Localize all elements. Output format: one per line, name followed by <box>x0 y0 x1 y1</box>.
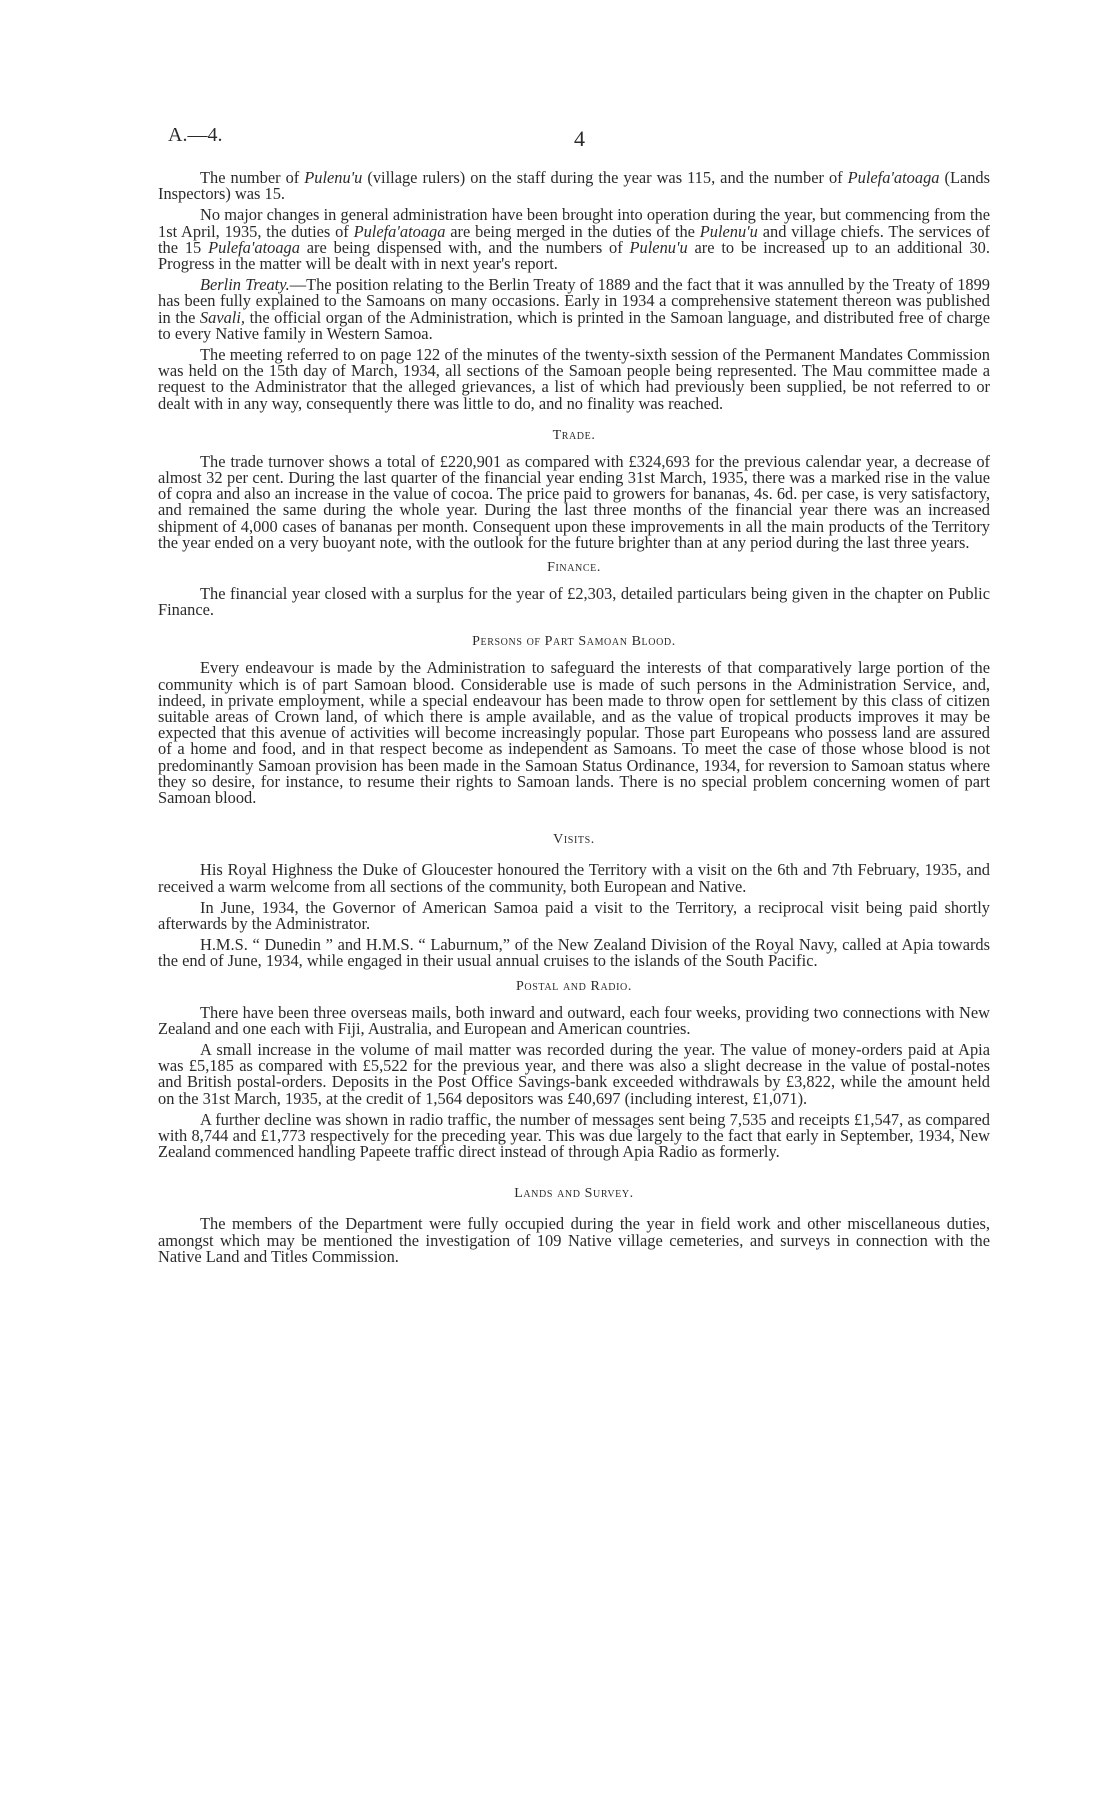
governor-visit-paragraph: In June, 1934, the Governor of American Samoa paid a visit to the Territory, a reciprocal visit being paid shortly afterwards by the Administrator. <box>158 897 990 933</box>
finance-paragraph: The financial year closed with a surplus for the year of £2,303, detailed particulars being given in the chapter on Public Finance. <box>158 584 990 620</box>
navy-visit-paragraph: H.M.S. “ Dunedin ” and H.M.S. “ Laburnum,” of the New Zealand Division of the Royal Navy, called at Apia towards the end of June, 1934, while engaged in their usual annual cruises to the islands of the South Pacific. <box>158 935 990 971</box>
duke-visit-paragraph: His Royal Highness the Duke of Gloucester honoured the Territory with a visit on the 6th and 7th February, 1935, and received a warm welcome from all sections of the community, both European and Native. <box>158 860 990 896</box>
postal-radio-heading: Postal and Radio. <box>516 978 632 994</box>
mail-matter-paragraph: A small increase in the volume of mail matter was recorded during the year. The value of money-orders paid at Apia was £5,185 as compared with £5,522 for the previous year, and there was also a slight decrease in the value of postal-notes and British postal-orders. Deposits in the Post Office Savings-bank exceeded withdrawals by £3,822, while the amount held on the 31st March, 1935, at the credit of 1,564 depositors was £40,697 (including interest, £1,071). <box>158 1039 990 1108</box>
mandates-commission-paragraph: The meeting referred to on page 122 of the minutes of the twenty-sixth session of the Permanent Mandates Commission was held on the 15th day of March, 1934, all sections of the Samoan people being represented. The Mau committee made a request to the Administrator that the alleged grievances, a list of which had previously been supplied, be not referred to or dealt with in any way, consequently there was little to do, and no finality was reached. <box>158 345 990 413</box>
part-samoan-paragraph: Every endeavour is made by the Administration to safeguard the interests of that comparatively large portion of the community which is of part Samoan blood. Considerable use is made of such persons in the Administration Service, and, indeed, in private employment, while a special endeavour has been made to throw open for settlement by this class of citizen suitable areas of Crown land, of which there is ample available, and as the value of tropical products improves it may be expected that this avenue of activities will become increasingly popular. Those part Europeans who possess land are assured of a home and food, and in that respect become as independent as Samoans. To meet the case of those whose blood is not predominantly Samoan provision has been made in the Samoan Status Ordinance, 1934, for reversion to Samoan status where they so desire, for instance, to resume their rights to Samoan lands. There is no special problem concerning women of part Samoan blood. <box>158 658 990 808</box>
visits-heading: Visits. <box>553 832 595 848</box>
lands-survey-paragraph: The members of the Department were fully occupied during the year in field work and other miscellaneous duties, amongst which may be mentioned the investigation of 109 Native village cemeteries, and surveys in connection with the Native Land and Titles Commission. <box>158 1214 990 1266</box>
radio-traffic-paragraph: A further decline was shown in radio traffic, the number of messages sent being 7,535 and receipts £1,547, as compared with 8,744 and £1,773 respectively for the preceding year. This was due largely to the fact that early in September, 1934, New Zealand commenced handling Papeete traffic direct instead of through Apia Radio as formerly. <box>158 1109 990 1162</box>
trade-paragraph: The trade turnover shows a total of £220,901 as compared with £324,693 for the previous calendar year, a decrease of almost 32 per cent. During the last quarter of the financial year ending 31st March, 1935, there was a marked rise in the value of copra and also an increase in the value of cocoa. The price paid to growers for bananas, 4s. 6d. per case, is very satisfactory, and remained the same during the whole year. During the last three months of the financial year there was an increased shipment of 4,000 cases of bananas per month. Consequent upon these improvements in all the main products of the Territory the year ended on a very buoyant note, with the outlook for the future brighter than at any period during the last three years. <box>158 451 990 552</box>
page-number: 4 <box>574 126 585 151</box>
part-samoan-heading: Persons of Part Samoan Blood. <box>472 634 676 650</box>
lands-survey-heading: Lands and Survey. <box>514 1186 634 1202</box>
berlin-treaty-paragraph: Berlin Treaty.—The position relating to the Berlin Treaty of 1889 and the fact that it was annulled by the Treaty of 1899 has been fully explained to the Samoans on many occasions. Early in 1934 a comprehensive statement thereon was published in the Savali, the official organ of the Administration, which is printed in the Samoan language, and distributed free of charge to every Native family in Western Samoa. <box>158 275 990 343</box>
finance-heading: Finance. <box>547 560 601 576</box>
document-reference: A.—4. <box>168 124 223 146</box>
overseas-mails-paragraph: There have been three overseas mails, both inward and outward, each four weeks, providing two connections with New Zealand and one each with Fiji, Australia, and European and American countries. <box>158 1002 990 1038</box>
document-body <box>158 170 990 1270</box>
trade-heading: Trade. <box>552 427 596 443</box>
pulenuu-paragraph: The number of Pulenu'u (village rulers) on the staff during the year was 115, and the number of Pulefa'atoaga (Lands Inspectors) was 15. <box>158 168 990 204</box>
administration-changes-paragraph: No major changes in general administration have been brought into operation during the year, but commencing from the 1st April, 1935, the duties of Pulefa'atoaga are being merged in the duties of the Pulenu'u and village chiefs. The services of the 15 Pulefa'atoaga are being dispensed with, and the numbers of Pulenu'u are to be increased up to an additional 30. Progress in the matter will be dealt with in next year's report. <box>158 205 990 274</box>
